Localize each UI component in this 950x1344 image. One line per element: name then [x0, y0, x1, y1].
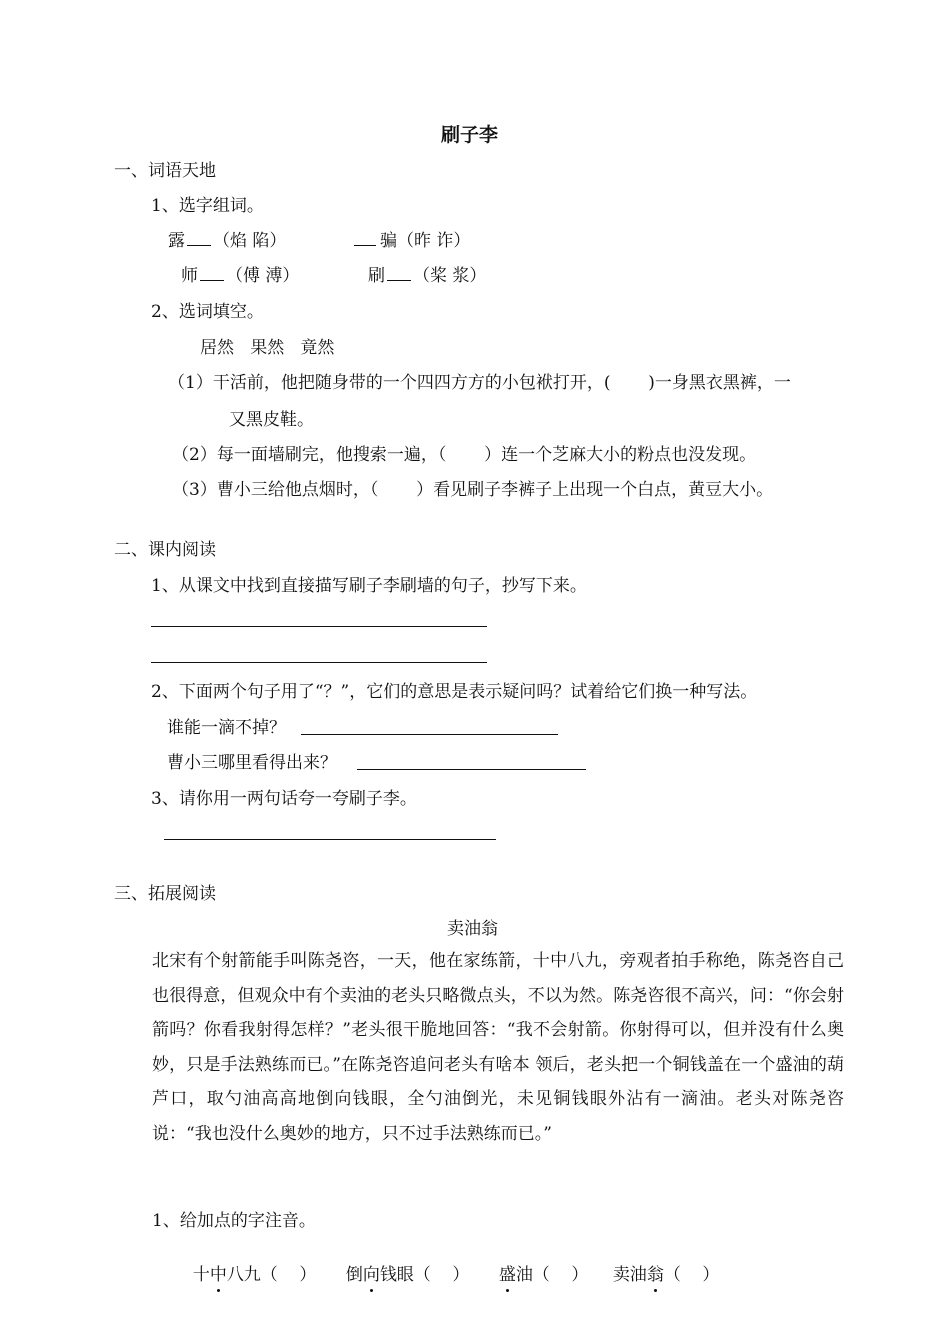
answer-blank[interactable] — [387, 266, 411, 281]
answer-line[interactable] — [151, 626, 487, 627]
pinyin-item — [602, 1245, 719, 1286]
fill-sentence: （3）曹小三给他点烟时，（ ）看见刷子李裤子上出现一个白点，黄豆大小。 — [172, 480, 774, 500]
word-options: （焰 陷） — [213, 231, 287, 251]
pinyin-text: 钱眼（ ） — [379, 1265, 470, 1286]
pinyin-text: 倒 — [345, 1265, 363, 1286]
word-char: 露 — [168, 231, 185, 251]
word-choices: 居然 果然 竟然 — [200, 338, 335, 358]
word-options: （傅 溥） — [226, 266, 300, 286]
answer-line[interactable] — [164, 839, 496, 840]
question-text: 2、下面两个句子用了“？”，它们的意思是表示疑问吗？试着给它们换一种写法。 — [151, 682, 758, 702]
pinyin-item — [182, 1245, 316, 1286]
section-heading: 三、拓展阅读 — [114, 884, 216, 904]
word-item — [181, 266, 299, 286]
passage-text: 北宋有个射箭能手叫陈尧咨，一天，他在家练箭，十中八九，旁观者拍手称绝，陈尧咨自己也很得意，但观众中有个卖油的老头只略微点头，不以为然。陈尧咨很不高兴，问：“你会射箭吗？你看我射得怎样？”老头很干脆地回答：“我不会射箭。你射得可以，但并没有什么奥妙，只是手法熟练而已。”在陈尧咨追问老头有啥本 领后，老头把一个铜钱盖在一个盛油的葫芦口，取勺油高高地倒向钱眼，全勺油倒光，未见铜钱眼外沾有一滴油。老头对陈尧咨说：“我也没什么奥妙的地方，只不过手法熟练而已。” — [152, 951, 844, 1144]
section-heading: 一、词语天地 — [114, 161, 216, 181]
answer-blank[interactable] — [354, 231, 376, 246]
answer-blank[interactable] — [200, 266, 224, 281]
page-title: 刷子李 — [441, 124, 499, 146]
rewrite-item: 曹小三哪里看得出来？ — [167, 753, 337, 773]
pinyin-item — [335, 1245, 469, 1286]
pinyin-text: 八九（ ） — [226, 1265, 317, 1286]
word-options: （桨 浆） — [413, 266, 487, 286]
answer-line[interactable] — [357, 769, 586, 770]
dotted-char: 翁 — [646, 1265, 664, 1286]
section-heading: 二、课内阅读 — [114, 540, 216, 560]
fill-sentence: （2）每一面墙刷完，他搜索一遍，（ ）连一个芝麻大小的粉点也没发现。 — [172, 445, 757, 465]
pinyin-item — [488, 1245, 588, 1286]
word-char: 师 — [181, 266, 198, 286]
word-item — [368, 266, 486, 286]
word-options: 骗（昨 诈） — [380, 231, 471, 251]
word-item — [168, 231, 286, 251]
word-char: 刷 — [368, 266, 385, 286]
pinyin-text: 油（ ） — [515, 1265, 589, 1286]
answer-blank[interactable] — [187, 231, 211, 246]
pinyin-text: （ ） — [663, 1265, 720, 1286]
question-text: 3、请你用一两句话夸一夸刷子李。 — [151, 789, 417, 809]
dotted-char: 中 — [209, 1265, 227, 1286]
question-text: 1、从课文中找到直接描写刷子李刷墙的句子，抄写下来。 — [151, 576, 587, 596]
answer-line[interactable] — [301, 734, 558, 735]
rewrite-item: 谁能一滴不掉？ — [167, 718, 286, 738]
question-text: 1、选字组词。 — [151, 196, 264, 216]
answer-line[interactable] — [151, 662, 487, 663]
dotted-char: 盛 — [498, 1265, 516, 1286]
question-text: 1、给加点的字注音。 — [152, 1211, 316, 1231]
question-text: 2、选词填空。 — [151, 302, 264, 322]
dotted-char: 向 — [362, 1265, 380, 1286]
word-item — [354, 231, 470, 251]
fill-sentence-cont: 又黑皮鞋。 — [229, 410, 314, 430]
passage-title: 卖油翁 — [447, 919, 498, 939]
pinyin-text: 卖油 — [612, 1265, 647, 1286]
fill-sentence: （1）干活前，他把随身带的一个四四方方的小包袱打开，( )一身黑衣黑裤，一 — [168, 373, 791, 393]
pinyin-text: 十 — [192, 1265, 210, 1286]
